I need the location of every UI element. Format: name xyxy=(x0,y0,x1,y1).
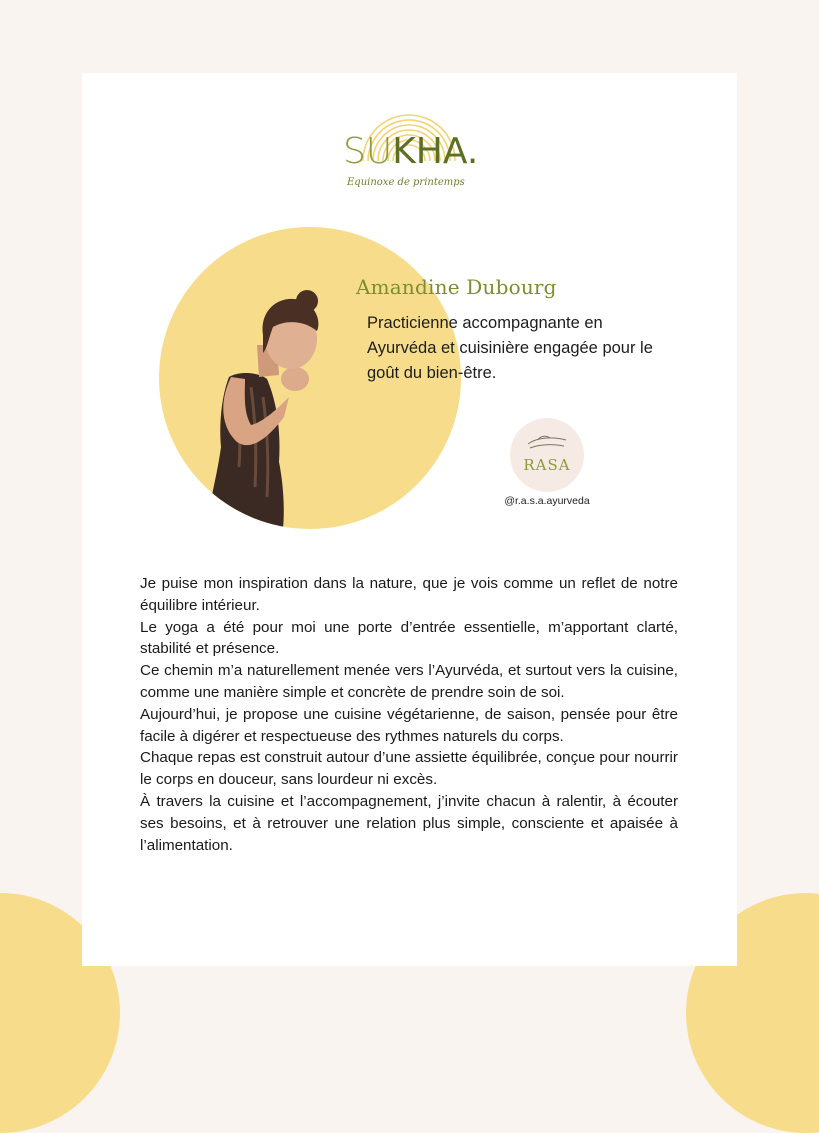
logo-subtitle: Equinoxe de printemps xyxy=(347,177,465,188)
bio-paragraph: À travers la cuisine et l’accompagnement, j’invite chacun à ralentir, à écouter ses besoins, et à retrouver une relation plus simple, consciente et apaisée à l’alimentation. xyxy=(140,792,678,854)
bio-text xyxy=(140,573,678,856)
profile-card xyxy=(82,73,737,966)
bio-paragraph: Ce chemin m’a naturellement menée vers l’Ayurvéda, et surtout vers la cuisine, comme une manière simple et concrète de prendre soin de soi. xyxy=(140,662,678,701)
instagram-handle[interactable]: @r.a.s.a.ayurveda xyxy=(504,495,590,507)
person-role: Practicienne accompagnante en Ayurvéda et cuisinière engagée pour le goût du bien-être. xyxy=(367,314,653,382)
rasa-logo-badge xyxy=(510,418,584,492)
logo-wordmark: SUKHA. xyxy=(343,131,479,172)
rasa-wordmark: RASA xyxy=(523,456,571,474)
bio-paragraph: Le yoga a été pour moi une porte d’entrée essentielle, m’apportant clarté, stabilité et présence. xyxy=(140,618,678,658)
hand-bowl-icon xyxy=(510,418,584,492)
bio-paragraph: Aujourd’hui, je propose une cuisine végétarienne, de saison, pensée pour être facile à digérer et respectueuse des rythmes naturels du corps. xyxy=(140,705,678,745)
person-name: Amandine Dubourg xyxy=(356,275,557,299)
bio-paragraph: Chaque repas est construit autour d’une assiette équilibrée, conçue pour nourrir le corps en douceur, sans lourdeur ni excès. xyxy=(140,749,678,789)
bio-paragraph: Je puise mon inspiration dans la nature, que je vois comme un reflet de notre équilibre intérieur. xyxy=(140,575,678,614)
sukha-logo xyxy=(337,99,487,194)
